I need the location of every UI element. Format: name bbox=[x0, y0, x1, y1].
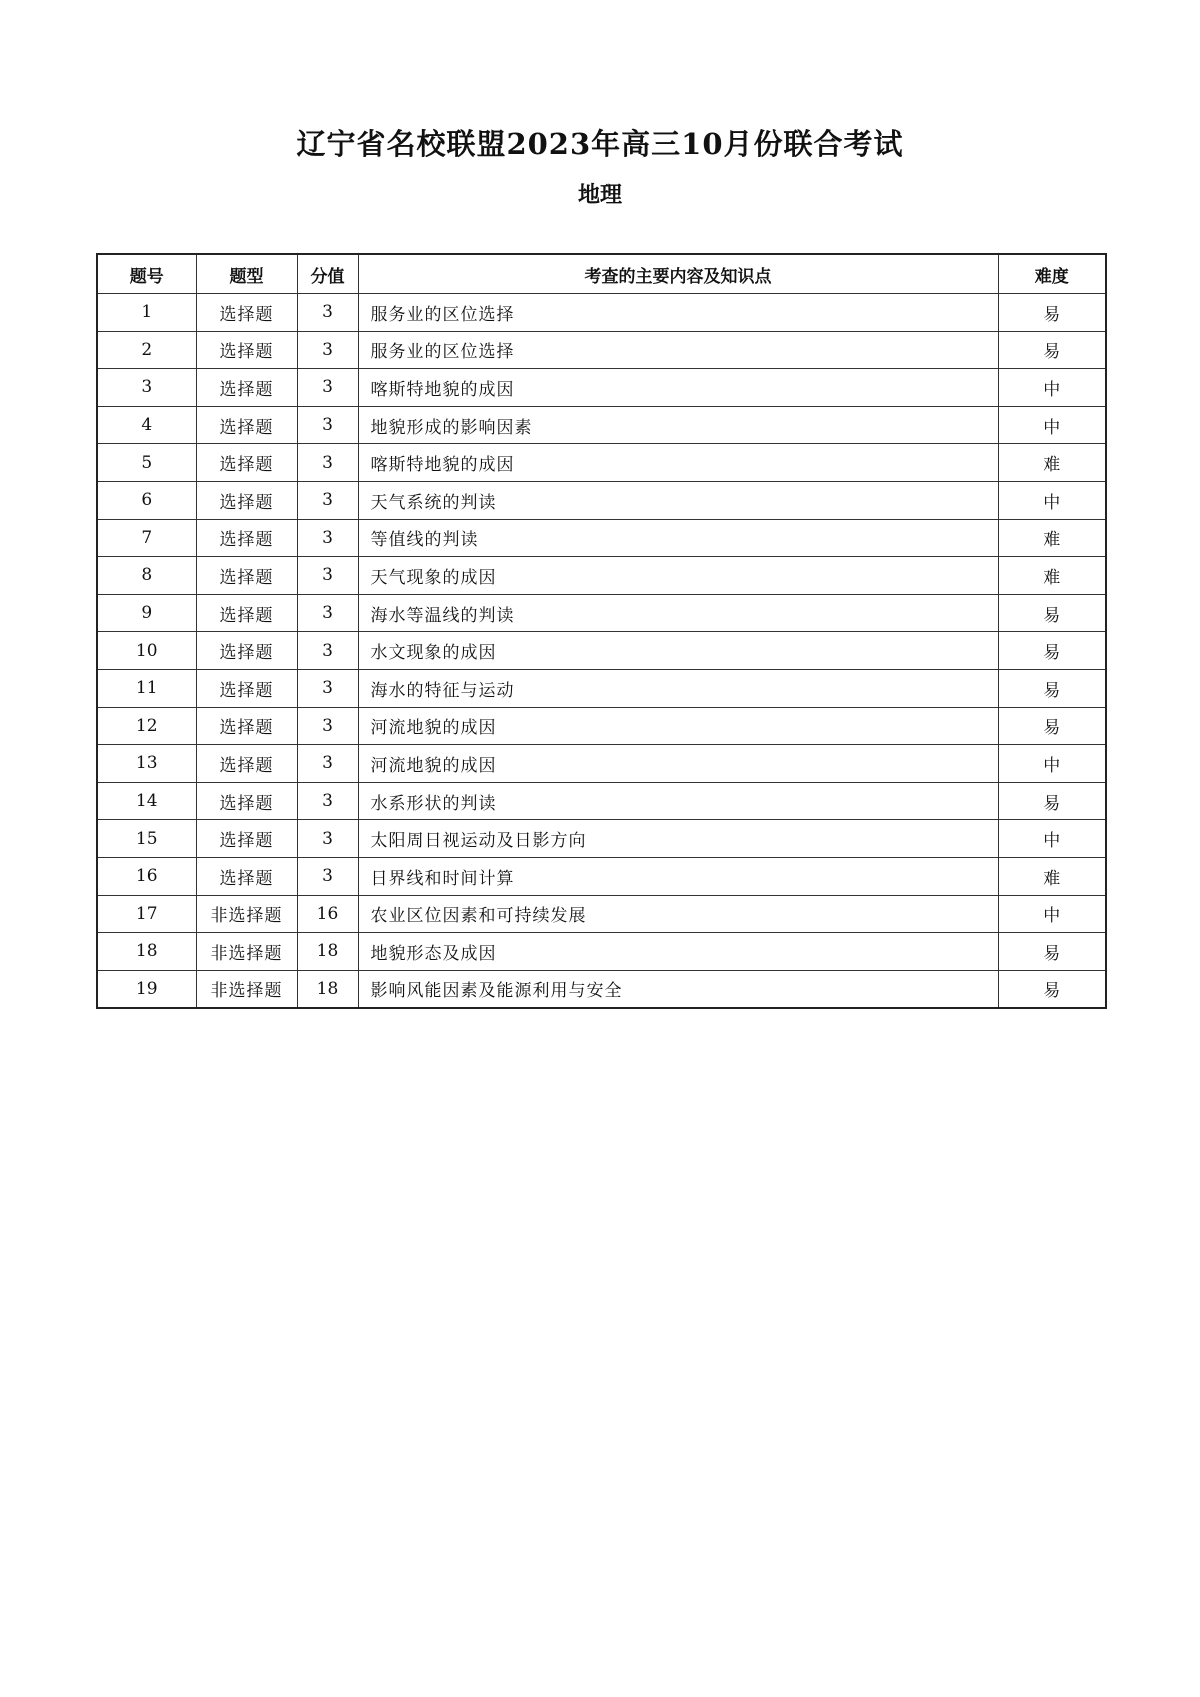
table-row bbox=[97, 594, 1106, 632]
table-row bbox=[97, 406, 1106, 444]
question-type-cell: 选择题 bbox=[196, 406, 297, 444]
table-row bbox=[97, 369, 1106, 407]
content-cell: 服务业的区位选择 bbox=[358, 294, 998, 332]
score-cell: 3 bbox=[297, 557, 358, 595]
question-type-cell: 选择题 bbox=[196, 444, 297, 482]
subject-subtitle: 地理 bbox=[577, 182, 622, 208]
content-cell: 影响风能因素及能源利用与安全 bbox=[358, 970, 998, 1008]
score-cell: 3 bbox=[297, 444, 358, 482]
question-number-cell: 16 bbox=[97, 857, 196, 895]
difficulty-cell: 中 bbox=[998, 369, 1106, 407]
table-row bbox=[97, 632, 1106, 670]
difficulty-cell: 易 bbox=[998, 331, 1106, 369]
question-type-cell: 选择题 bbox=[196, 519, 297, 557]
question-type-cell: 选择题 bbox=[196, 632, 297, 670]
difficulty-cell: 中 bbox=[998, 895, 1106, 933]
table-row bbox=[97, 669, 1106, 707]
question-number-cell: 11 bbox=[97, 669, 196, 707]
content-cell: 地貌形态及成因 bbox=[358, 933, 998, 971]
content-cell: 海水等温线的判读 bbox=[358, 594, 998, 632]
content-cell: 海水的特征与运动 bbox=[358, 669, 998, 707]
difficulty-cell: 易 bbox=[998, 294, 1106, 332]
question-number-cell: 14 bbox=[97, 782, 196, 820]
question-type-cell: 非选择题 bbox=[196, 895, 297, 933]
difficulty-cell: 易 bbox=[998, 782, 1106, 820]
difficulty-cell: 易 bbox=[998, 594, 1106, 632]
content-cell: 喀斯特地貌的成因 bbox=[358, 369, 998, 407]
table-row bbox=[97, 707, 1106, 745]
difficulty-cell: 易 bbox=[998, 632, 1106, 670]
score-cell: 3 bbox=[297, 594, 358, 632]
content-cell: 水文现象的成因 bbox=[358, 632, 998, 670]
table-row bbox=[97, 519, 1106, 557]
question-type-cell: 选择题 bbox=[196, 557, 297, 595]
question-number-cell: 12 bbox=[97, 707, 196, 745]
content-cell: 河流地貌的成因 bbox=[358, 707, 998, 745]
question-number-cell: 9 bbox=[97, 594, 196, 632]
content-cell: 农业区位因素和可持续发展 bbox=[358, 895, 998, 933]
content-cell: 日界线和时间计算 bbox=[358, 857, 998, 895]
score-cell: 3 bbox=[297, 820, 358, 858]
table-row bbox=[97, 331, 1106, 369]
question-type-cell: 选择题 bbox=[196, 857, 297, 895]
question-type-cell: 选择题 bbox=[196, 820, 297, 858]
table-row bbox=[97, 820, 1106, 858]
content-cell: 等值线的判读 bbox=[358, 519, 998, 557]
question-type-cell: 选择题 bbox=[196, 669, 297, 707]
question-number-cell: 1 bbox=[97, 294, 196, 332]
exam-spec-table bbox=[96, 253, 1107, 1009]
question-type-cell: 选择题 bbox=[196, 294, 297, 332]
question-number-cell: 3 bbox=[97, 369, 196, 407]
score-cell: 16 bbox=[297, 895, 358, 933]
difficulty-cell: 中 bbox=[998, 745, 1106, 783]
difficulty-cell: 中 bbox=[998, 481, 1106, 519]
table-row bbox=[97, 782, 1106, 820]
table-row bbox=[97, 557, 1106, 595]
column-header-difficulty: 难度 bbox=[998, 254, 1106, 294]
question-number-cell: 17 bbox=[97, 895, 196, 933]
difficulty-cell: 中 bbox=[998, 820, 1106, 858]
question-type-cell: 选择题 bbox=[196, 331, 297, 369]
content-cell: 河流地貌的成因 bbox=[358, 745, 998, 783]
difficulty-cell: 难 bbox=[998, 444, 1106, 482]
score-cell: 3 bbox=[297, 707, 358, 745]
score-cell: 3 bbox=[297, 632, 358, 670]
page-title: 辽宁省名校联盟2023年高三10月份联合考试 bbox=[296, 127, 904, 161]
content-cell: 水系形状的判读 bbox=[358, 782, 998, 820]
question-type-cell: 非选择题 bbox=[196, 933, 297, 971]
table-row bbox=[97, 444, 1106, 482]
column-header-number: 题号 bbox=[97, 254, 196, 294]
content-cell: 服务业的区位选择 bbox=[358, 331, 998, 369]
question-type-cell: 非选择题 bbox=[196, 970, 297, 1008]
column-header-score: 分值 bbox=[297, 254, 358, 294]
score-cell: 3 bbox=[297, 481, 358, 519]
difficulty-cell: 难 bbox=[998, 519, 1106, 557]
question-number-cell: 15 bbox=[97, 820, 196, 858]
table-row bbox=[97, 745, 1106, 783]
score-cell: 3 bbox=[297, 519, 358, 557]
score-cell: 18 bbox=[297, 970, 358, 1008]
question-number-cell: 4 bbox=[97, 406, 196, 444]
score-cell: 3 bbox=[297, 294, 358, 332]
difficulty-cell: 易 bbox=[998, 933, 1106, 971]
question-type-cell: 选择题 bbox=[196, 745, 297, 783]
score-cell: 3 bbox=[297, 857, 358, 895]
score-cell: 3 bbox=[297, 669, 358, 707]
question-type-cell: 选择题 bbox=[196, 782, 297, 820]
question-type-cell: 选择题 bbox=[196, 369, 297, 407]
question-type-cell: 选择题 bbox=[196, 707, 297, 745]
difficulty-cell: 易 bbox=[998, 970, 1106, 1008]
table-row bbox=[97, 970, 1106, 1008]
score-cell: 3 bbox=[297, 369, 358, 407]
difficulty-cell: 易 bbox=[998, 669, 1106, 707]
column-header-content: 考查的主要内容及知识点 bbox=[358, 254, 998, 294]
question-number-cell: 7 bbox=[97, 519, 196, 557]
content-cell: 地貌形成的影响因素 bbox=[358, 406, 998, 444]
score-cell: 3 bbox=[297, 782, 358, 820]
score-cell: 3 bbox=[297, 406, 358, 444]
table-row bbox=[97, 481, 1106, 519]
table-row bbox=[97, 294, 1106, 332]
table-row bbox=[97, 857, 1106, 895]
score-cell: 3 bbox=[297, 331, 358, 369]
question-number-cell: 13 bbox=[97, 745, 196, 783]
column-header-type: 题型 bbox=[196, 254, 297, 294]
question-number-cell: 18 bbox=[97, 933, 196, 971]
table-row bbox=[97, 895, 1106, 933]
content-cell: 喀斯特地貌的成因 bbox=[358, 444, 998, 482]
question-number-cell: 6 bbox=[97, 481, 196, 519]
table-header-row bbox=[97, 254, 1106, 294]
question-number-cell: 10 bbox=[97, 632, 196, 670]
content-cell: 太阳周日视运动及日影方向 bbox=[358, 820, 998, 858]
question-type-cell: 选择题 bbox=[196, 481, 297, 519]
difficulty-cell: 易 bbox=[998, 707, 1106, 745]
content-cell: 天气系统的判读 bbox=[358, 481, 998, 519]
question-type-cell: 选择题 bbox=[196, 594, 297, 632]
difficulty-cell: 难 bbox=[998, 857, 1106, 895]
question-number-cell: 2 bbox=[97, 331, 196, 369]
score-cell: 3 bbox=[297, 745, 358, 783]
question-number-cell: 8 bbox=[97, 557, 196, 595]
score-cell: 18 bbox=[297, 933, 358, 971]
difficulty-cell: 难 bbox=[998, 557, 1106, 595]
question-number-cell: 19 bbox=[97, 970, 196, 1008]
table-row bbox=[97, 933, 1106, 971]
difficulty-cell: 中 bbox=[998, 406, 1106, 444]
question-number-cell: 5 bbox=[97, 444, 196, 482]
content-cell: 天气现象的成因 bbox=[358, 557, 998, 595]
